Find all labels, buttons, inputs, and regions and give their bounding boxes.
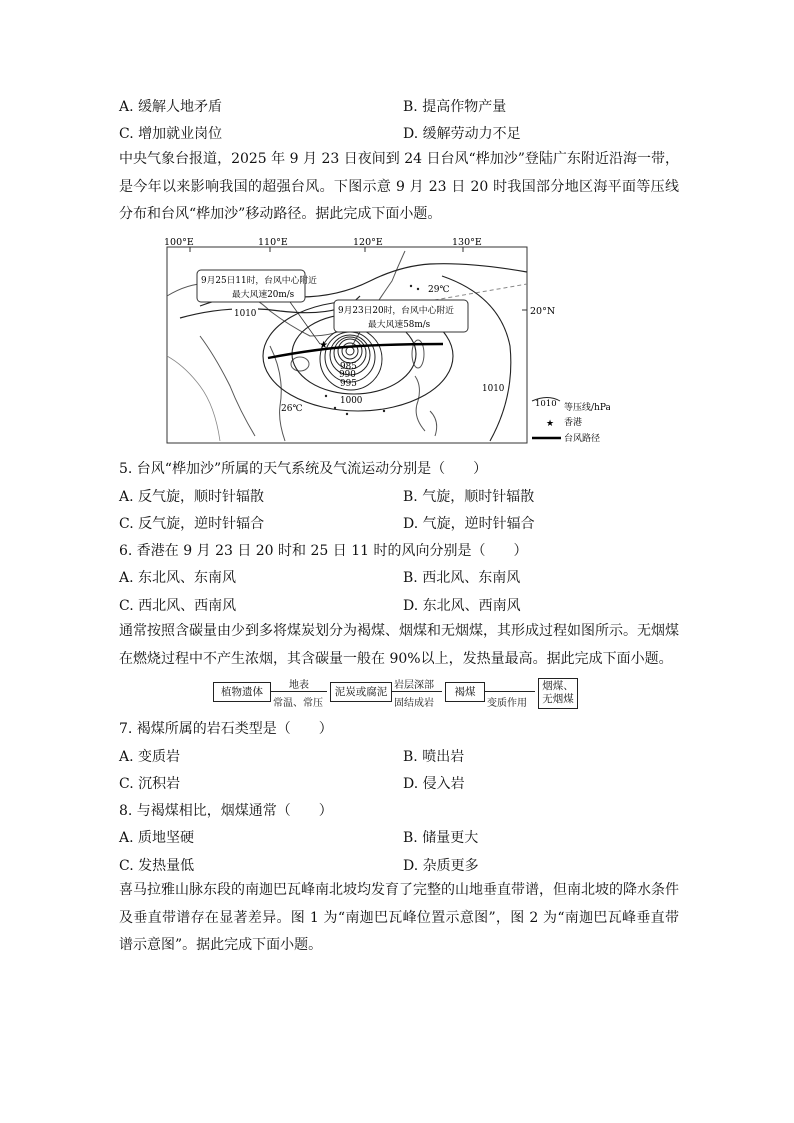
q5-options-row1: [119, 486, 679, 506]
flow-arrow2-bottom: 固结成岩: [394, 698, 434, 709]
q4-option-d: D. 缓解劳动力不足: [403, 126, 521, 142]
typhoon-map: [160, 236, 610, 448]
hong-kong-star-icon: ★: [319, 340, 328, 351]
q8-options-row2: [119, 855, 679, 875]
callout-sep23-line2: 最大风速58m/s: [368, 320, 431, 330]
lon-label-130: 130°E: [452, 237, 482, 248]
q7-options-row2: [119, 773, 679, 793]
flow-box-plant-remains: 植物遗体: [213, 682, 271, 702]
q8-option-d: D. 杂质更多: [403, 858, 479, 874]
callout-sep25-line1: 9月25日11时，台风中心附近: [201, 276, 317, 286]
callout-sep25-line2: 最大风速20m/s: [232, 290, 295, 300]
q6-option-a: A. 东北风、东南风: [119, 570, 237, 586]
q6-option-d: D. 东北风、西南风: [403, 598, 521, 614]
q6-options-row1: [119, 567, 679, 587]
q6-option-c: C. 西北风、西南风: [119, 598, 237, 614]
q4-option-a: A. 缓解人地矛盾: [119, 99, 223, 115]
coal-formation-flow: [211, 678, 581, 708]
q7-option-d: D. 侵入岩: [403, 776, 465, 792]
q5-option-b: B. 气旋，顺时针辐散: [403, 489, 535, 505]
q8-options-row1: [119, 827, 679, 847]
isobar-label-985: 985: [340, 362, 357, 372]
flow-arrow1-bottom: 常温、常压: [273, 698, 323, 709]
q7-option-a: A. 变质岩: [119, 749, 181, 765]
temp-label-26: 26℃: [281, 404, 303, 414]
flow-box4-line1: 烟煤、: [542, 680, 574, 692]
q7-option-c: C. 沉积岩: [119, 776, 181, 792]
isobar-label-1000: 1000: [340, 396, 363, 406]
flow-arrow3-bottom: 变质作用: [487, 698, 527, 709]
lat-label-20n: 20°N: [530, 306, 556, 317]
q5-option-a: A. 反气旋，顺时针辐散: [119, 489, 265, 505]
legend-isobar-sample: 1010: [535, 399, 557, 409]
q4-option-b: B. 提高作物产量: [403, 99, 507, 115]
legend-star-icon: ★: [546, 419, 555, 429]
flow-box-bituminous-anthracite: [538, 678, 578, 709]
isobar-label-1010-a: 1010: [234, 309, 257, 319]
q5-stem: 5. 台风“桦加沙”所属的天气系统及气流运动分别是（ ）: [119, 461, 488, 477]
flow-box4-line2: 无烟煤: [542, 693, 574, 705]
q8-option-a: A. 质地坚硬: [119, 830, 195, 846]
q8-stem: 8. 与褐煤相比，烟煤通常（ ）: [119, 803, 333, 819]
flow-arrow1-top: 地表: [289, 680, 309, 691]
legend-hk-label: 香港: [564, 418, 583, 428]
flow-box-peat: 泥炭或腐泥: [330, 682, 392, 702]
flow-box-lignite: 褐煤: [445, 682, 485, 702]
temp-label-29: 29℃: [428, 285, 450, 295]
lon-label-100: 100°E: [164, 237, 194, 248]
q4-options-row2: [119, 123, 679, 143]
namcha-barwa-intro-paragraph: 喜马拉雅山脉东段的南迦巴瓦峰南北坡均发育了完整的山地垂直带谱，但南北坡的降水条件及垂直带谱存在显著差异。图 1 为“南迦巴瓦峰位置示意图”，图 2 为“南迦巴瓦峰垂直带谱示意图”。据此完成下面小题。: [119, 882, 679, 953]
flow-arrow2-top: 岩层深部: [394, 680, 434, 691]
flow-arrow2-line: [392, 691, 442, 692]
lon-label-110: 110°E: [258, 237, 288, 248]
coal-intro-paragraph: 通常按照含碳量由少到多将煤炭划分为褐煤、烟煤和无烟煤，其形成过程如图所示。无烟煤在燃烧过程中不产生浓烟，其含碳量一般在 90%以上，发热量最高。据此完成下面小题。: [119, 623, 679, 667]
lon-label-120: 120°E: [353, 237, 383, 248]
q7-options-row1: [119, 746, 679, 766]
callout-sep23-line1: 9月23日20时，台风中心附近: [338, 306, 454, 316]
q7-stem: 7. 褐煤所属的岩石类型是（ ）: [119, 721, 333, 737]
q7-option-b: B. 喷出岩: [403, 749, 465, 765]
legend-track-label: 台风路径: [564, 434, 601, 444]
q6-option-b: B. 西北风、东南风: [403, 570, 521, 586]
flow-arrow1-line: [271, 691, 327, 692]
q5-options-row2: [119, 513, 679, 533]
q4-options-row1: [119, 96, 679, 116]
flow-arrow3-line: [485, 691, 535, 692]
typhoon-intro-paragraph: 中央气象台报道，2025 年 9 月 23 日夜间到 24 日台风“桦加沙”登陆广东附近沿海一带，是今年以来影响我国的超强台风。下图示意 9 月 23 日 20 时我国部分地区海平面等压线分布和台风“桦加沙”移动路径。据此完成下面小题。: [119, 151, 679, 222]
q5-option-c: C. 反气旋，逆时针辐合: [119, 516, 265, 532]
q8-option-c: C. 发热量低: [119, 858, 195, 874]
q8-option-b: B. 储量更大: [403, 830, 479, 846]
q5-option-d: D. 气旋，逆时针辐合: [403, 516, 535, 532]
q4-option-c: C. 增加就业岗位: [119, 126, 223, 142]
q6-options-row2: [119, 595, 679, 615]
legend-isobar-label: 等压线/hPa: [564, 403, 610, 413]
q6-stem: 6. 香港在 9 月 23 日 20 时和 25 日 11 时的风向分别是（ ）: [119, 543, 528, 559]
isobar-label-990: 990: [339, 370, 356, 380]
isobar-label-995: 995: [340, 379, 357, 389]
isobar-label-1010-b: 1010: [482, 384, 505, 394]
